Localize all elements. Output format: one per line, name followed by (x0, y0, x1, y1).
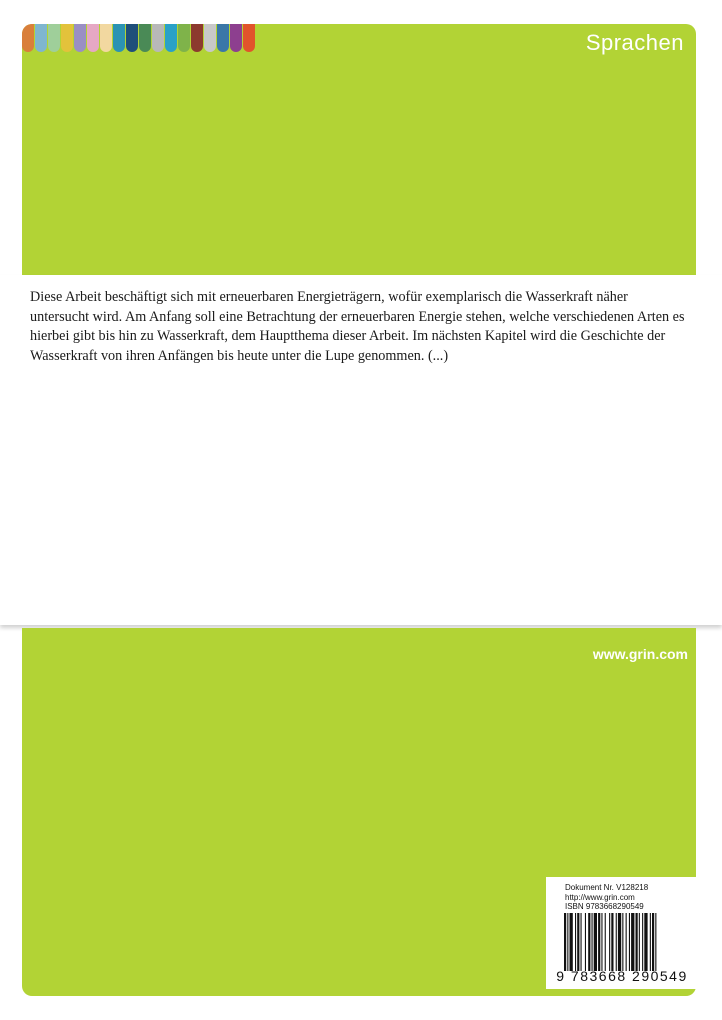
barcode-bar (581, 913, 582, 971)
color-tab (22, 24, 34, 52)
barcode-digits: 9 783668 290549 (556, 968, 688, 984)
color-tab (204, 24, 216, 52)
barcode-bar (626, 913, 627, 971)
publisher-website[interactable]: www.grin.com (592, 646, 688, 662)
document-number: Dokument Nr. V128218 (565, 883, 649, 892)
color-tab (126, 24, 138, 52)
book-description: Diese Arbeit beschäftigt sich mit erneuerbaren Energieträgern, wofür exemplarisch die Wasserkraft näher untersucht wird. Am Anfang soll eine Betrachtung der erneuerbaren Energie stehen, welche verschiedenen Arten es hierbei gibt bis hin zu Wasserkraft, dem Hauptthema dieser Arbeit. Im nächsten Kapitel wird die Geschichte der Wasserkraft von ihren Anfängen bis heute unter die Lupe genommen. (...) (30, 289, 685, 364)
barcode-bar (622, 913, 623, 971)
color-tab (87, 24, 99, 52)
color-tab (191, 24, 203, 52)
barcode-bar (655, 913, 656, 971)
barcode-bar (616, 913, 617, 971)
color-tab (113, 24, 125, 52)
barcode-bar (650, 913, 651, 971)
barcode-bar (585, 913, 586, 971)
barcode-bar (598, 913, 600, 971)
color-tab (178, 24, 190, 52)
barcode-bar (631, 913, 634, 971)
color-tab (48, 24, 60, 52)
barcode-bar (652, 913, 654, 971)
color-tab (61, 24, 73, 52)
category-label: Sprachen (585, 30, 684, 55)
barcode-bar (601, 913, 602, 971)
barcode-bar (642, 913, 643, 971)
isbn-label: ISBN 9783668290549 (565, 902, 644, 911)
color-tab-strip (22, 24, 256, 52)
barcode-bar (588, 913, 590, 971)
barcode-bar (577, 913, 579, 971)
barcode-bar (609, 913, 610, 971)
barcode-bar (636, 913, 638, 971)
color-tab (139, 24, 151, 52)
barcode-bar (570, 913, 573, 971)
color-tab (243, 24, 255, 52)
barcode-graphic (564, 913, 684, 971)
color-tab (165, 24, 177, 52)
barcode-bar (605, 913, 606, 971)
color-tab (100, 24, 112, 52)
color-tab (230, 24, 242, 52)
barcode-bar (618, 913, 621, 971)
barcode-bar (567, 913, 568, 971)
barcode-box (546, 877, 696, 989)
color-tab (152, 24, 164, 52)
barcode-bar (611, 913, 613, 971)
color-tab (74, 24, 86, 52)
barcode-bar (594, 913, 597, 971)
barcode-url[interactable]: http://www.grin.com (565, 892, 635, 902)
top-color-panel (22, 24, 696, 275)
color-tab (217, 24, 229, 52)
barcode-bar (575, 913, 576, 971)
barcode-bar (644, 913, 647, 971)
barcode-bar (564, 913, 566, 971)
color-tab (35, 24, 47, 52)
barcode-bar (639, 913, 640, 971)
barcode-bar (629, 913, 630, 971)
barcode-bar (592, 913, 593, 971)
